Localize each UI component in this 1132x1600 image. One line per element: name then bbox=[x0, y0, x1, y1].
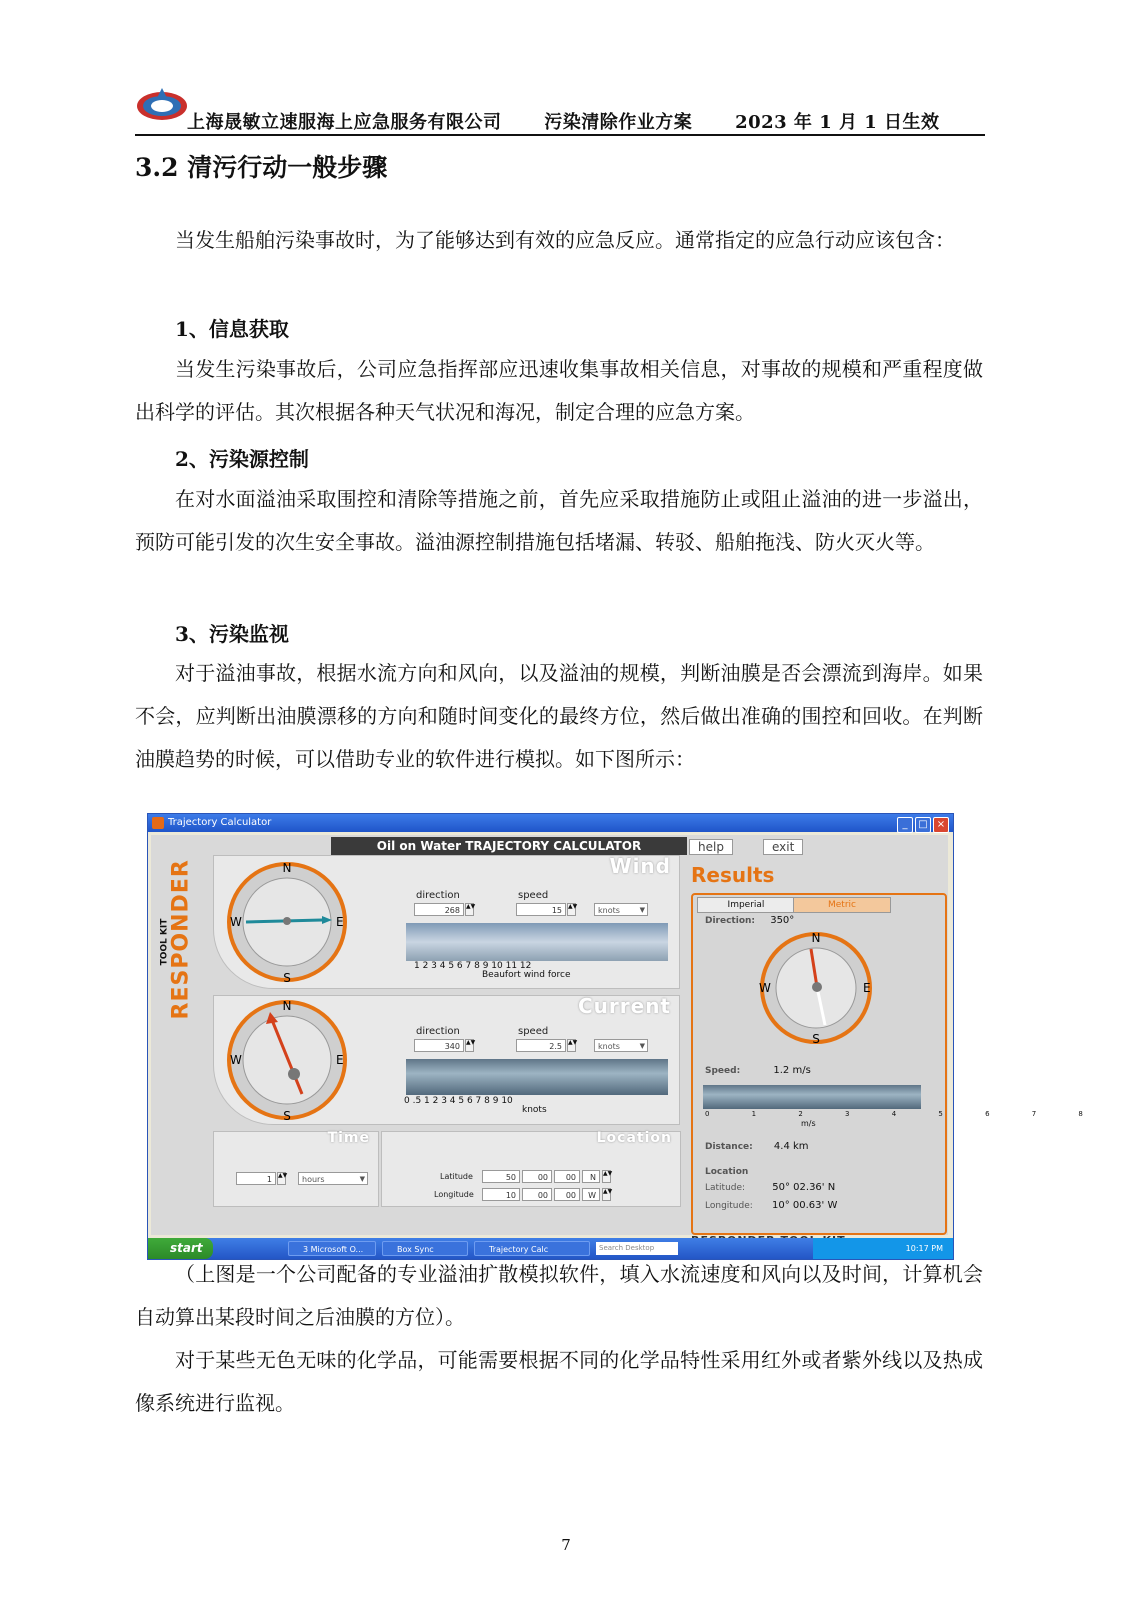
latitude-spinner[interactable]: ▲▼ bbox=[602, 1170, 611, 1183]
window-title: Trajectory Calculator bbox=[168, 817, 272, 828]
wind-compass-e: E bbox=[336, 915, 344, 929]
result-speed-scale: 0 1 2 3 4 5 6 7 8 bbox=[705, 1110, 1103, 1118]
result-compass-s: S bbox=[812, 1032, 820, 1046]
step3-paragraph: 对于溢油事故，根据水流方向和风向，以及溢油的规模，判断油膜是否会漂流到海岸。如果不会，应判断出油膜漂移的方向和随时间变化的最终方位，然后做出准确的围控和回收。在判断油膜趋势的时候，可以借助专业的软件进行模拟。如下图所示： bbox=[135, 661, 983, 771]
taskbar-item-office[interactable]: 3 Microsoft O... bbox=[288, 1241, 376, 1256]
result-compass-e: E bbox=[863, 981, 871, 995]
app-title: Oil on Water TRAJECTORY CALCULATOR bbox=[331, 837, 687, 855]
taskbar-item-box-sync[interactable]: Box Sync bbox=[382, 1241, 468, 1256]
result-lat-label: Latitude: bbox=[705, 1183, 746, 1193]
longitude-label: Longitude bbox=[434, 1190, 474, 1199]
wind-compass-w: W bbox=[230, 915, 242, 929]
current-compass-n: N bbox=[282, 999, 292, 1013]
current-direction-spinner[interactable]: ▲▼ bbox=[465, 1039, 474, 1052]
current-compass-w: W bbox=[230, 1053, 242, 1067]
step1-title: 1、信息获取 bbox=[175, 317, 289, 341]
wind-sky-image bbox=[406, 923, 668, 961]
wind-compass-n: N bbox=[282, 861, 292, 875]
brand-logo bbox=[161, 857, 201, 1037]
latitude-min-input[interactable]: 00 bbox=[522, 1170, 552, 1183]
results-panel bbox=[691, 893, 1103, 1235]
header-company: 上海晟敏立速服海上应急服务有限公司 bbox=[187, 112, 502, 133]
current-knots-label: knots bbox=[522, 1105, 547, 1115]
result-lat-value: 50° 02.36' N bbox=[772, 1182, 836, 1193]
brand-sub: TOOL KIT bbox=[159, 918, 170, 966]
result-compass-w: W bbox=[759, 981, 771, 995]
tab-imperial[interactable]: Imperial bbox=[697, 897, 795, 913]
header-text bbox=[187, 108, 976, 134]
current-unit-select[interactable]: knots ▼ bbox=[594, 1039, 648, 1052]
window-buttons bbox=[895, 816, 949, 834]
trajectory-calculator-screenshot bbox=[147, 813, 1103, 1260]
app-icon bbox=[152, 817, 164, 829]
current-speed-label: speed bbox=[518, 1026, 549, 1037]
exit-button[interactable]: exit bbox=[763, 839, 803, 855]
current-speed-input[interactable]: 2.5 bbox=[516, 1039, 566, 1052]
location-panel bbox=[381, 1131, 681, 1207]
current-compass-icon bbox=[222, 996, 352, 1124]
result-speed-label: Speed: bbox=[705, 1066, 741, 1076]
current-sea-image bbox=[406, 1059, 668, 1095]
page-header bbox=[135, 84, 985, 136]
longitude-hem-select[interactable]: W bbox=[582, 1188, 600, 1201]
wind-speed-input[interactable]: 15 bbox=[516, 903, 566, 916]
intro-paragraph: 当发生船舶污染事故时，为了能够达到有效的应急反应。通常指定的应急行动应该包含： bbox=[175, 228, 955, 252]
wind-title: Wind bbox=[609, 854, 671, 878]
time-title: Time bbox=[327, 1130, 370, 1146]
wind-compass-icon bbox=[222, 858, 352, 986]
step2-title: 2、污染源控制 bbox=[175, 447, 309, 471]
window-titlebar bbox=[148, 814, 953, 832]
result-speed-value: 1.2 m/s bbox=[773, 1065, 811, 1076]
wind-panel bbox=[213, 855, 680, 989]
maximize-icon[interactable]: □ bbox=[915, 817, 931, 833]
result-direction-value: 350° bbox=[770, 915, 795, 926]
step1-paragraph: 当发生污染事故后，公司应急指挥部应迅速收集事故相关信息，对事故的规模和严重程度做出科学的评估。其次根据各种天气状况和海况，制定合理的应急方案。 bbox=[135, 357, 983, 424]
longitude-min-input[interactable]: 00 bbox=[522, 1188, 552, 1201]
result-compass-icon bbox=[751, 929, 881, 1047]
app-main bbox=[151, 835, 1103, 1235]
step2-paragraph: 在对水面溢油采取围控和清除等措施之前，首先应采取措施防止或阻止溢油的进一步溢出，预防可能引发的次生安全事故。溢油源控制措施包括堵漏、转驳、船舶拖浅、防火灭火等。 bbox=[135, 487, 983, 554]
time-unit-select[interactable]: hours ▼ bbox=[298, 1172, 368, 1185]
result-direction-label: Direction: bbox=[705, 916, 756, 926]
latitude-sec-input[interactable]: 00 bbox=[554, 1170, 580, 1183]
header-doc-title: 污染清除作业方案 bbox=[544, 112, 693, 133]
wind-beaufort-scale: 1 2 3 4 5 6 7 8 9 10 11 12 bbox=[414, 961, 532, 971]
result-location-label: Location bbox=[705, 1167, 749, 1177]
start-button[interactable]: start bbox=[148, 1238, 213, 1259]
result-speed-unit: m/s bbox=[801, 1119, 816, 1128]
result-lon-value: 10° 00.63' W bbox=[771, 1200, 838, 1211]
wind-speed-spinner[interactable]: ▲▼ bbox=[567, 903, 576, 916]
location-title: Location bbox=[596, 1130, 672, 1146]
wind-beaufort-label: Beaufort wind force bbox=[482, 970, 571, 980]
help-button[interactable]: help bbox=[689, 839, 733, 855]
step3-title: 3、污染监视 bbox=[175, 622, 289, 646]
current-panel bbox=[213, 995, 680, 1125]
wind-direction-input[interactable]: 268 bbox=[414, 903, 464, 916]
time-spinner[interactable]: ▲▼ bbox=[277, 1172, 286, 1185]
taskbar-item-trajectory[interactable]: Trajectory Calc bbox=[474, 1241, 590, 1256]
result-compass-n: N bbox=[811, 931, 821, 945]
wind-compass-s: S bbox=[283, 971, 291, 985]
tray-clock: 10:17 PM bbox=[905, 1244, 943, 1253]
page-number: 7 bbox=[561, 1536, 571, 1554]
longitude-sec-input[interactable]: 00 bbox=[554, 1188, 580, 1201]
time-input[interactable]: 1 bbox=[236, 1172, 276, 1185]
current-compass-e: E bbox=[336, 1053, 344, 1067]
result-distance-value: 4.4 km bbox=[773, 1141, 809, 1152]
minimize-icon[interactable]: _ bbox=[897, 817, 913, 833]
current-direction-label: direction bbox=[416, 1026, 460, 1037]
latitude-label: Latitude bbox=[440, 1172, 473, 1181]
time-panel bbox=[213, 1131, 379, 1207]
closing-paragraph: 对于某些无色无味的化学品，可能需要根据不同的化学品特性采用红外或者紫外线以及热成像系统进行监视。 bbox=[135, 1348, 983, 1415]
result-lon-label: Longitude: bbox=[705, 1201, 753, 1211]
wind-speed-label: speed bbox=[518, 890, 549, 901]
current-compass-s: S bbox=[283, 1109, 291, 1123]
brand-text: RESPONDER bbox=[168, 859, 194, 1020]
current-title: Current bbox=[577, 994, 671, 1018]
current-knots-scale: 0 .5 1 2 3 4 5 6 7 8 9 10 bbox=[404, 1096, 513, 1106]
caption-paragraph: （上图是一个公司配备的专业溢油扩散模拟软件，填入水流速度和风向以及时间，计算机会自动算出某段时间之后油膜的方位）。 bbox=[135, 1262, 983, 1329]
result-sea-image bbox=[703, 1085, 921, 1109]
latitude-hem-select[interactable]: N bbox=[582, 1170, 600, 1183]
wind-unit-select[interactable]: knots ▼ bbox=[594, 903, 648, 916]
wind-direction-spinner[interactable]: ▲▼ bbox=[465, 903, 474, 916]
results-title: Results bbox=[691, 863, 775, 887]
company-logo-icon bbox=[135, 84, 189, 124]
wind-direction-label: direction bbox=[416, 890, 460, 901]
section-title: 3.2 清污行动一般步骤 bbox=[135, 153, 388, 182]
desktop-search-input[interactable]: Search Desktop bbox=[596, 1242, 678, 1255]
longitude-spinner[interactable]: ▲▼ bbox=[602, 1188, 611, 1201]
close-icon[interactable]: × bbox=[933, 817, 949, 833]
tab-metric[interactable]: Metric bbox=[793, 897, 891, 913]
current-direction-input[interactable]: 340 bbox=[414, 1039, 464, 1052]
header-effective: 2023 年 1 月 1 日生效 bbox=[735, 112, 940, 133]
current-speed-spinner[interactable]: ▲▼ bbox=[567, 1039, 576, 1052]
longitude-deg-input[interactable]: 10 bbox=[482, 1188, 520, 1201]
latitude-deg-input[interactable]: 50 bbox=[482, 1170, 520, 1183]
result-distance-label: Distance: bbox=[705, 1142, 753, 1152]
